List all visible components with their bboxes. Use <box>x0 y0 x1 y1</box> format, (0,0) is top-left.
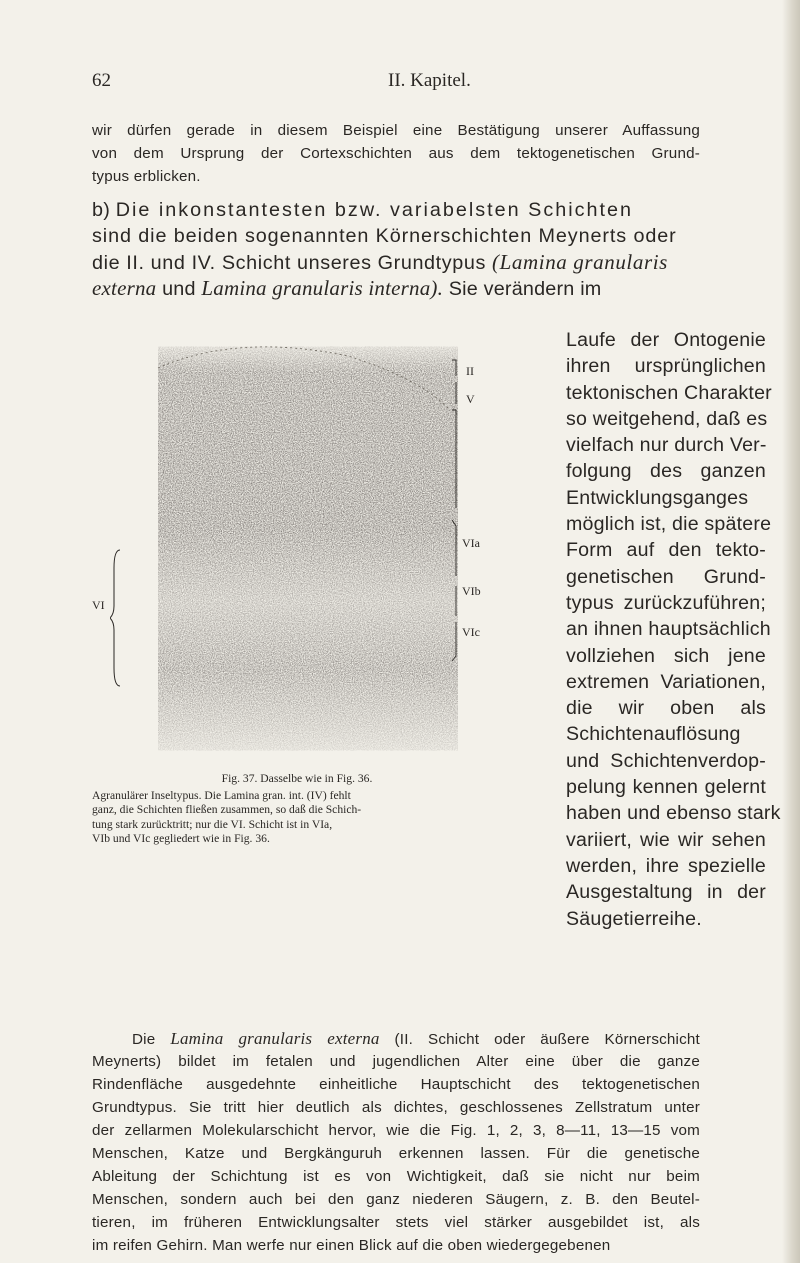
body-line: externa und Lamina granularis interna). Sie verändern im <box>92 276 602 300</box>
column-line: Form auf den tekto- <box>566 539 766 562</box>
column-line: genetischen Grund- <box>566 565 766 588</box>
chapter-title: II. Kapitel. <box>388 70 471 91</box>
column-line: ihren ursprünglichen <box>566 355 766 378</box>
body-line: Grundtypus. Sie tritt hier deutlich als dichtes, geschlossenes Zellstratum unter <box>92 1099 700 1116</box>
column-line: Schichtenauflösung <box>566 723 741 746</box>
column-line: extremen Variationen, <box>566 670 766 693</box>
caption-line: ganz, die Schichten fließen zusammen, so daß die Schich- <box>92 803 362 816</box>
running-header <box>92 70 692 100</box>
column-line: typus zurückzuführen; <box>566 591 766 614</box>
italic-term: Lamina granularis externa <box>170 1029 380 1048</box>
histology-figure <box>92 338 481 763</box>
body-line: Menschen, sondern auch bei den ganz niederen Säugern, z. B. den Beutel- <box>92 1191 700 1208</box>
cortex-cell-section-illustration <box>118 338 462 763</box>
layer-label-VIc: VIc <box>462 625 480 639</box>
caption-title: Fig. 37. Dasselbe wie in Fig. 36. <box>221 772 373 785</box>
caption-line: tung stark zurücktritt; nur die VI. Schicht ist in VIa, <box>92 817 333 831</box>
column-line: die wir oben als <box>566 697 766 720</box>
column-line: so weitgehend, daß es <box>566 407 768 430</box>
body-line: der zellarmen Molekularschicht hervor, wie die Fig. 1, 2, 3, 8—11, 13—15 vom <box>92 1122 700 1139</box>
body-line <box>92 197 700 223</box>
layer-bracket-right <box>450 358 462 663</box>
intro-line: von dem Ursprung der Cortexschichten aus dem tektogenetischen Grund- <box>92 145 700 162</box>
column-line: möglich ist, die spätere <box>566 513 772 536</box>
column-line: Laufe der Ontogenie <box>566 329 766 351</box>
column-line: vollziehen sich jene <box>566 644 766 667</box>
figure-caption <box>92 772 502 847</box>
caption-line: VIb und VIc gegliedert wie in Fig. 36. <box>92 832 270 845</box>
column-line: haben und ebenso stark <box>566 802 781 825</box>
column-line: Entwicklungsganges <box>566 486 749 509</box>
body-line: tieren, im früheren Entwicklungsalter stets viel stärker ausgebildet ist, als <box>92 1214 700 1231</box>
column-line: folgung des ganzen <box>566 460 766 483</box>
column-line: an ihnen hauptsächlich <box>566 618 771 641</box>
layer-label-V: V <box>466 392 475 406</box>
body-line: Menschen, Katze und Bergkänguruh erkennen lassen. Für die genetische <box>92 1145 700 1162</box>
column-line: vielfach nur durch Ver- <box>566 434 767 457</box>
intro-line: typus erblicken. <box>92 168 201 185</box>
column-line: Ausgestaltung in der <box>566 881 766 904</box>
column-line: pelung kennen gelernt <box>566 776 766 799</box>
body-line: Ableitung der Schichtung ist es von Wichtigkeit, daß sie nicht nur beim <box>92 1168 700 1185</box>
column-line: und Schichtenverdop- <box>566 749 766 772</box>
italic-term: Lamina granularis interna). <box>201 276 444 300</box>
spaced-heading-text: Die inkonstantesten bzw. variabelsten Schichten <box>115 199 634 221</box>
italic-term: externa <box>92 276 157 300</box>
page-edge-shadow <box>782 0 800 1263</box>
body-line: im reifen Gehirn. Man werfe nur einen Blick auf die oben wiedergegebenen <box>92 1237 611 1254</box>
layer-bracket-left <box>110 548 122 688</box>
right-text-column <box>566 327 781 932</box>
layer-label-VIb: VIb <box>462 584 481 598</box>
intro-line: wir dürfen gerade in diesem Beispiel eine Bestätigung unserer Auffassung <box>92 122 700 139</box>
page-number: 62 <box>92 70 111 91</box>
column-line: Säugetierreihe. <box>566 907 702 930</box>
column-line: variiert, wie wir sehen <box>566 828 766 851</box>
body-line: Rindenfläche ausgedehnte einheitliche Hauptschicht des tektogenetischen <box>92 1076 700 1093</box>
column-line: tektonischen Charakter <box>566 381 772 404</box>
italic-term: (Lamina granularis <box>492 250 668 274</box>
layer-label-II: II <box>466 364 474 378</box>
body-line: die II. und IV. Schicht unseres Grundtypus (Lamina granularis <box>92 250 668 274</box>
layer-label-VIa: VIa <box>462 536 480 550</box>
body-line: Meynerts) bildet im fetalen und jugendlichen Alter eine über die ganze <box>92 1053 700 1070</box>
column-line: werden, ihre spezielle <box>566 854 766 877</box>
body-line: Die Lamina granularis externa (II. Schicht oder äußere Körnerschicht <box>132 1029 700 1048</box>
caption-line: Agranulärer Inseltypus. Die Lamina gran. int. (IV) fehlt <box>92 788 351 802</box>
body-line: sind die beiden sogenannten Körnerschichten Meynerts oder <box>92 225 677 247</box>
layer-label-VI: VI <box>92 598 105 612</box>
list-marker: b) <box>92 199 116 221</box>
